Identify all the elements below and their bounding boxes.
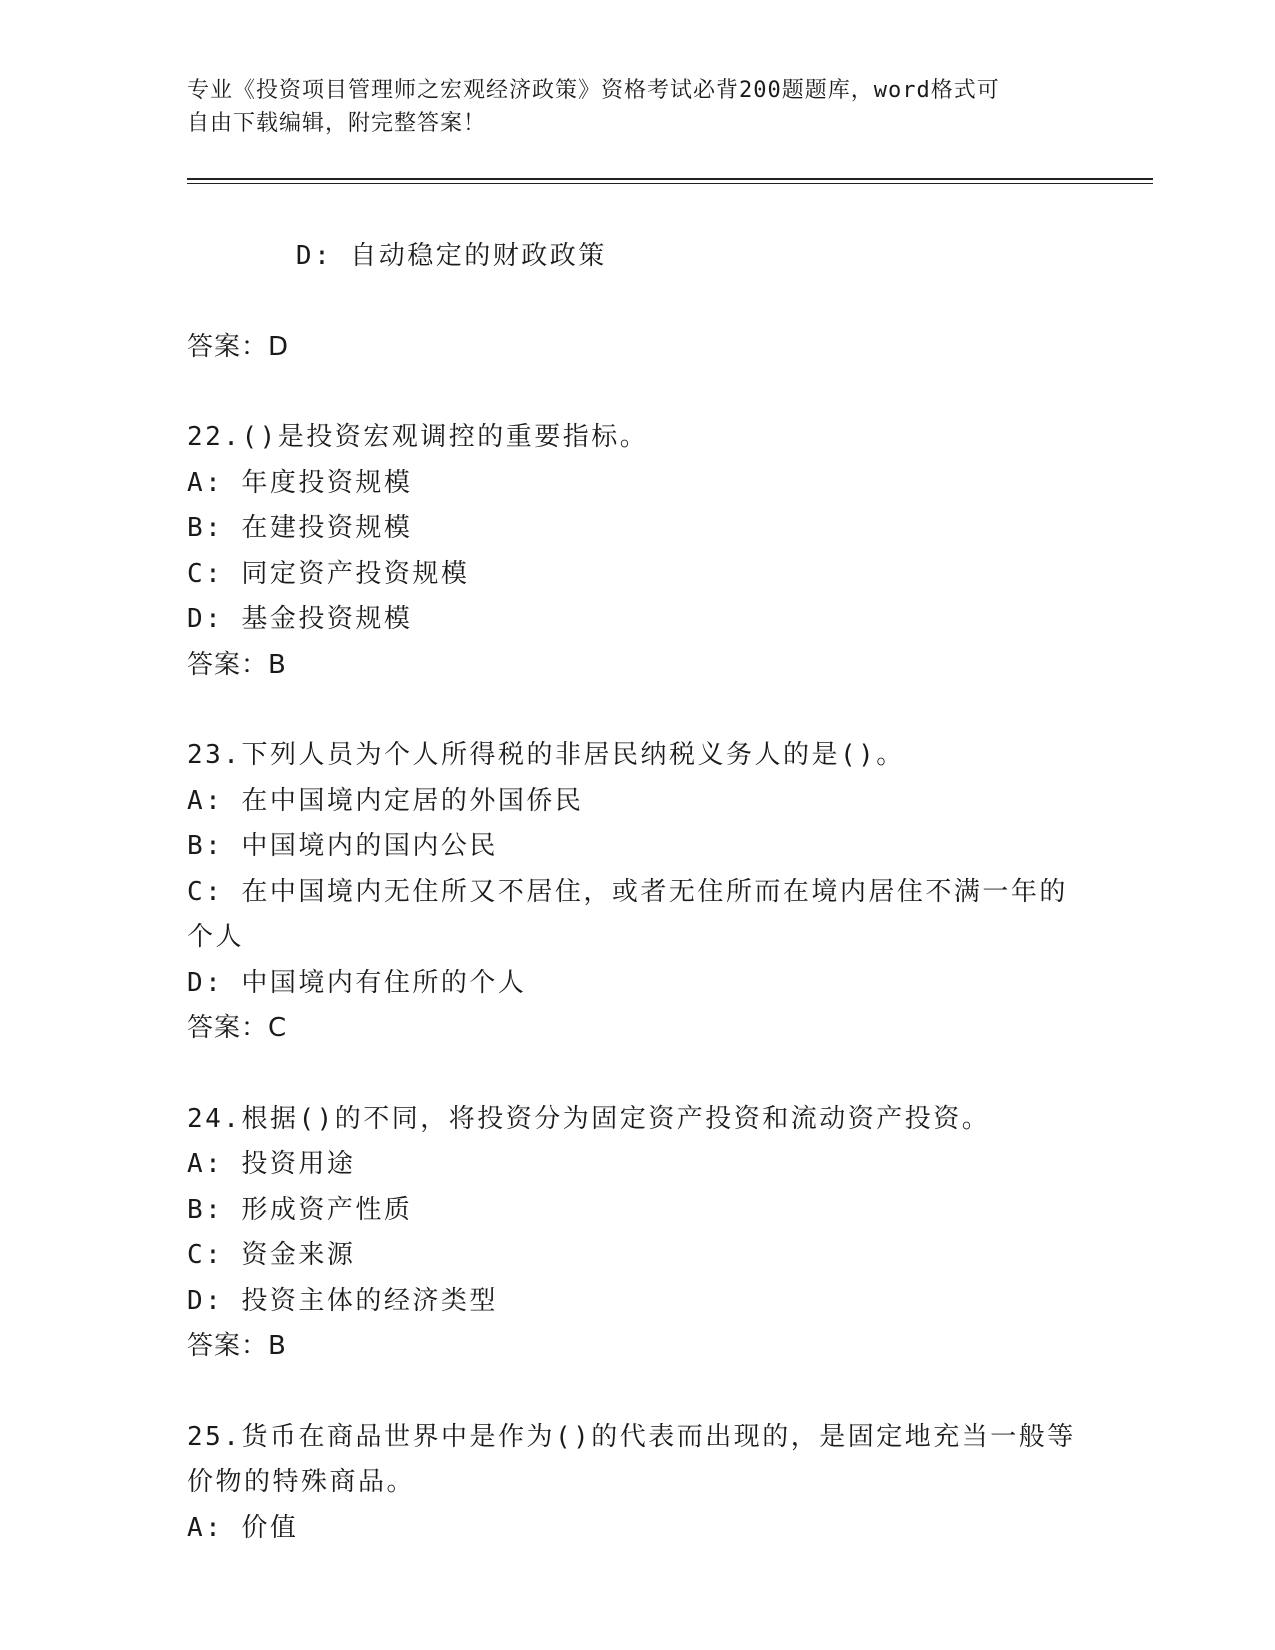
option-label: A: bbox=[187, 1512, 224, 1543]
option-text: 形成资产性质 bbox=[241, 1194, 413, 1225]
question-23 bbox=[187, 733, 1087, 1052]
answer: 答案：C bbox=[187, 1013, 288, 1043]
option-a bbox=[187, 779, 1087, 825]
option-b bbox=[187, 1188, 1087, 1234]
question-stem: 23.下列人员为个人所得税的非居民纳税义务人的是()。 bbox=[187, 740, 905, 770]
option-b bbox=[187, 506, 1087, 552]
header-divider-thin bbox=[187, 183, 1153, 184]
option-text: 在中国境内定居的外国侨民 bbox=[241, 785, 584, 816]
option-c bbox=[187, 552, 1087, 598]
option-d bbox=[187, 597, 1087, 643]
option-text: 在中国境内无住所又不居住，或者无住所而在境内居住不满一年的 bbox=[241, 876, 1068, 907]
option-text: 自动稳定的财政政策 bbox=[350, 240, 607, 271]
option-d bbox=[187, 188, 1087, 325]
question-list bbox=[187, 188, 1087, 1551]
question-24 bbox=[187, 1097, 1087, 1370]
option-label: D: bbox=[187, 604, 224, 634]
question-stem: 25.货币在商品世界中是作为()的代表而出现的，是固定地充当一般等 bbox=[187, 1421, 1076, 1452]
header-line-2: 自由下载编辑，附完整答案！ bbox=[187, 111, 487, 136]
question-22 bbox=[187, 415, 1087, 688]
option-label: B: bbox=[187, 513, 224, 543]
option-d bbox=[187, 961, 1087, 1007]
option-label: D: bbox=[295, 240, 333, 271]
option-d bbox=[187, 1279, 1087, 1325]
document-header bbox=[187, 74, 1067, 140]
question-25 bbox=[187, 1415, 1087, 1552]
option-label: D: bbox=[187, 1285, 224, 1316]
answer: 答案：D bbox=[187, 331, 290, 362]
option-text: 投资主体的经济类型 bbox=[241, 1285, 498, 1316]
option-c-continued: 个人 bbox=[187, 922, 245, 952]
option-label: B: bbox=[187, 1194, 224, 1225]
option-text: 同定资产投资规模 bbox=[241, 558, 470, 589]
option-label: C: bbox=[187, 558, 224, 589]
option-text: 年度投资规模 bbox=[241, 467, 413, 498]
previous-question-tail bbox=[187, 188, 1087, 370]
option-a bbox=[187, 461, 1087, 507]
option-label: D: bbox=[187, 967, 224, 998]
question-stem-continued: 价物的特殊商品。 bbox=[187, 1467, 416, 1497]
question-stem: 22.()是投资宏观调控的重要指标。 bbox=[187, 422, 649, 452]
option-label: A: bbox=[187, 785, 224, 816]
header-divider-thick bbox=[187, 178, 1153, 180]
header-line-1: 专业《投资项目管理师之宏观经济政策》资格考试必背200题题库，word格式可 bbox=[187, 78, 1000, 103]
option-c bbox=[187, 870, 1087, 916]
answer: 答案：B bbox=[187, 649, 287, 680]
option-text: 中国境内的国内公民 bbox=[241, 831, 498, 861]
option-text: 投资用途 bbox=[241, 1149, 356, 1179]
option-c bbox=[187, 1233, 1087, 1279]
option-a bbox=[187, 1506, 1087, 1552]
option-text: 价值 bbox=[241, 1512, 299, 1543]
option-label: C: bbox=[187, 876, 224, 907]
option-a bbox=[187, 1142, 1087, 1188]
option-label: B: bbox=[187, 831, 224, 861]
option-text: 在建投资规模 bbox=[241, 513, 413, 543]
option-text: 资金来源 bbox=[241, 1240, 356, 1270]
answer: 答案：B bbox=[187, 1331, 287, 1361]
option-label: A: bbox=[187, 1149, 224, 1179]
option-b bbox=[187, 824, 1087, 870]
option-text: 基金投资规模 bbox=[241, 604, 413, 634]
option-label: C: bbox=[187, 1240, 224, 1270]
option-label: A: bbox=[187, 467, 224, 498]
option-text: 中国境内有住所的个人 bbox=[241, 967, 527, 998]
question-stem: 24.根据()的不同，将投资分为固定资产投资和流动资产投资。 bbox=[187, 1103, 991, 1134]
